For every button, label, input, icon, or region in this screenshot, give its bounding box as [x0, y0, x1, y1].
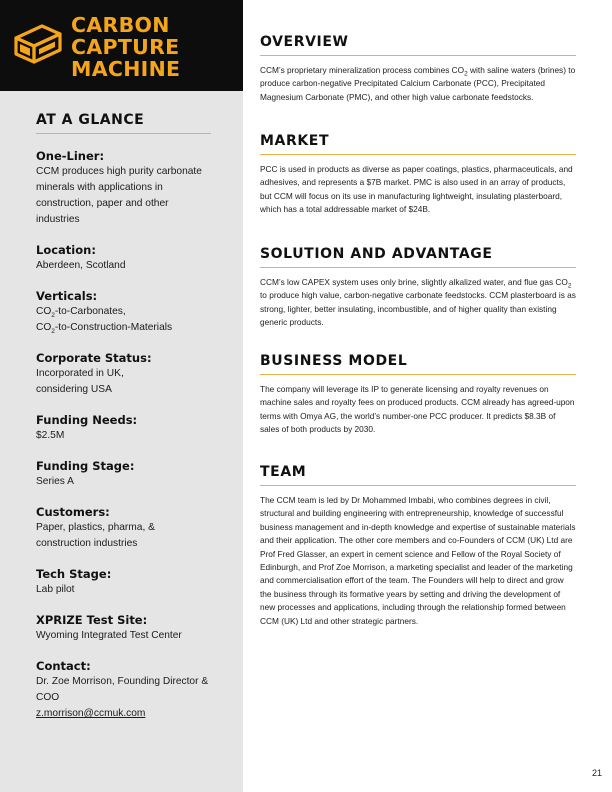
field-test-site: [36, 612, 211, 644]
body-text: with saline waters (brines) to produce carbon-negative Precipitated Calcium Carbonate (PCC), Precipitated Magnesium Carbonate (PMC), and other high value carbonate feedstocks.: [260, 65, 576, 102]
section-body: PCC is used in products as diverse as paper coatings, plastics, pharmaceuticals, and adhesives, and represents a $7B market. PMC is also used in an array of products, but CCM will focus on its use in manufacturing lightweight, insulating plasterboard, which has a total addressable market of $24B.: [260, 164, 573, 215]
field-label: Corporate Status:: [36, 351, 152, 365]
vertical-text: -to-Carbonates,: [54, 306, 126, 317]
field-customers: [36, 504, 211, 552]
title-line: MACHINE: [71, 57, 181, 81]
body-text: CCM’s low CAPEX system uses only brine, slightly alkalized water, and flue gas CO: [260, 277, 568, 287]
vertical-text: CO: [36, 322, 52, 333]
field-label: Tech Stage:: [36, 567, 112, 581]
field-label: Location:: [36, 243, 96, 257]
title-block: [0, 0, 243, 91]
body-text: CCM’s proprietary mineralization process combines CO: [260, 65, 465, 75]
subscript: 2: [51, 328, 55, 336]
section-heading: OVERVIEW: [260, 34, 576, 56]
section-overview: [260, 34, 576, 104]
subscript: 2: [464, 70, 468, 78]
section-solution: [260, 246, 576, 330]
subscript: 2: [567, 282, 572, 290]
field-location: [36, 242, 211, 274]
brick-cube-icon: [12, 20, 64, 66]
section-body: The company will leverage its IP to generate licensing and royalty revenues on machine sales and royalty fees on produced products. CCM already has agreed-upon terms with Omya AG, the world’s number-one PCC producer. It predicts $8.3B of sales of both products by 2030.: [260, 384, 575, 435]
field-value: Aberdeen, Scotland: [36, 260, 126, 271]
field-label: Customers:: [36, 505, 110, 519]
field-tech-stage: [36, 566, 211, 598]
field-value: [36, 304, 211, 336]
field-label: XPRIZE Test Site:: [36, 613, 148, 627]
section-team: [260, 464, 576, 628]
field-corporate-status: [36, 350, 211, 398]
field-label: Verticals:: [36, 289, 98, 303]
field-funding-stage: [36, 458, 211, 490]
field-label: Funding Stage:: [36, 459, 135, 473]
status-line: considering USA: [36, 384, 112, 395]
contact-name: Dr. Zoe Morrison, Founding Director & COO: [36, 676, 209, 703]
field-value: Paper, plastics, pharma, & construction industries: [36, 522, 155, 549]
glance-heading: AT A GLANCE: [36, 112, 211, 134]
field-value: Wyoming Integrated Test Center: [36, 630, 182, 641]
section-market: [260, 133, 576, 217]
at-a-glance: [36, 112, 211, 722]
field-verticals: [36, 288, 211, 336]
contact-email-link[interactable]: z.morrison@ccmuk.com: [36, 708, 146, 719]
title-line: CAPTURE: [71, 35, 180, 59]
field-contact: [36, 658, 211, 722]
section-body: [260, 64, 576, 104]
field-value: CCM produces high purity carbonate minerals with applications in construction, paper and other industries: [36, 166, 202, 225]
vertical-text: CO: [36, 306, 52, 317]
title-line: CARBON: [71, 13, 170, 37]
field-one-liner: [36, 148, 211, 228]
section-body: [260, 276, 576, 330]
field-value: $2.5M: [36, 430, 65, 441]
section-business-model: [260, 353, 576, 437]
section-heading: BUSINESS MODEL: [260, 353, 576, 375]
section-heading: TEAM: [260, 464, 576, 486]
vertical-text: -to-Construction-Materials: [54, 322, 173, 333]
field-label: Funding Needs:: [36, 413, 138, 427]
body-text: to produce high value, carbon-negative carbonate feedstocks. CCM plasterboard is as strong, lighter, better insulating, incombustible, and of higher quality than existing generic products.: [260, 290, 576, 328]
field-label: One-Liner:: [36, 149, 105, 163]
status-line: Incorporated in UK,: [36, 368, 124, 379]
field-value: [36, 366, 211, 398]
contact-email-wrap: [36, 706, 211, 722]
subscript: 2: [51, 312, 55, 320]
field-label: Contact:: [36, 659, 91, 673]
section-body: The CCM team is led by Dr Mohammed Imbabi, who combines degrees in civil, structural and building engineering with entrepreneurship, knowledge of successful business management and in-depth knowledge and expertise of sustainable materials and their application. The other core members and co-Founders of CCM (UK) Ltd are Prof Fred Glasser, an expert in cement science and Fellow of the Royal Society of Edinburgh, and Prof Zoe Morrison, a marketing specialist and leader of the marketing and commercialisation effort of the team. The Founders will help to direct and grow the business through its formative years by setting and driving the development of new processes and applications, including through the relationship formed between CCM (UK) Ltd and other strategic partners.: [260, 495, 576, 626]
field-value: Lab pilot: [36, 584, 75, 595]
section-heading: SOLUTION AND ADVANTAGE: [260, 246, 576, 268]
section-heading: MARKET: [260, 133, 576, 155]
report-title: [71, 14, 180, 80]
page-number: 21: [591, 768, 602, 778]
field-value: Series A: [36, 476, 74, 487]
field-funding-needs: [36, 412, 211, 444]
